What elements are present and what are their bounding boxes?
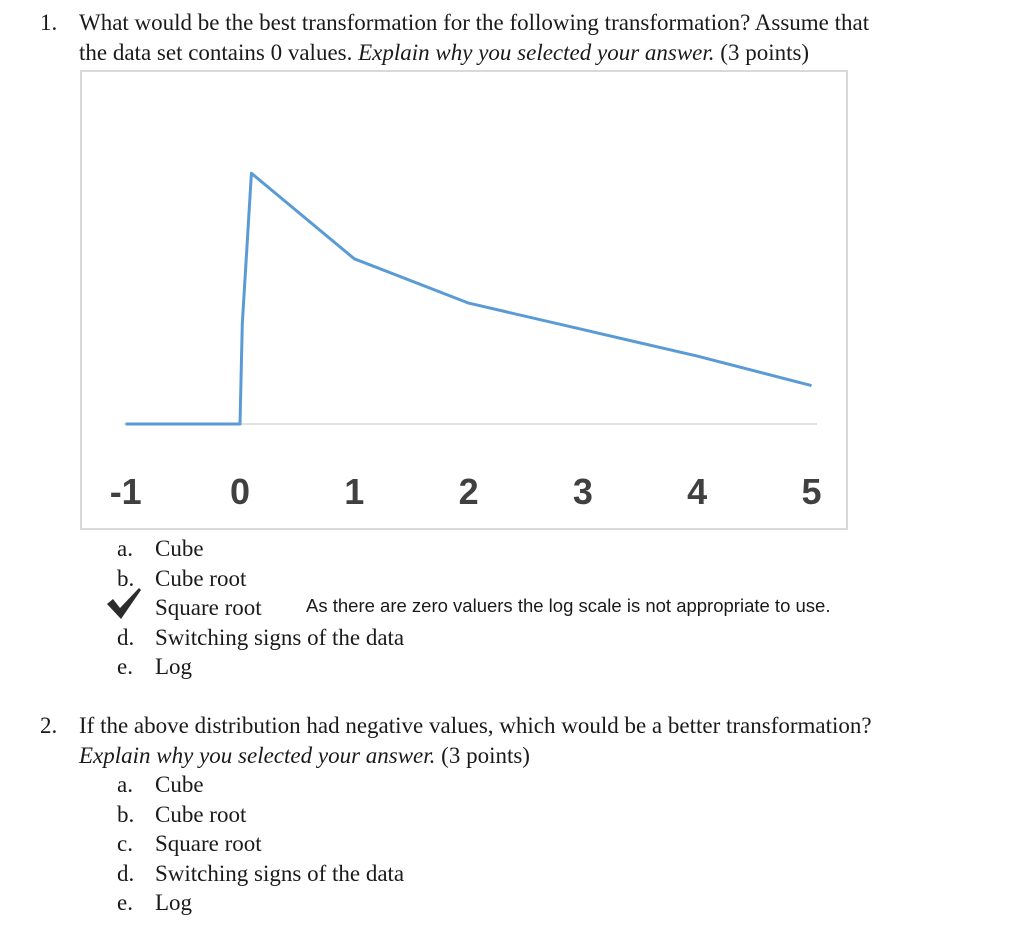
points-label: (3 points) [435,743,530,768]
option-letter: b. [117,565,135,591]
option-text: Switching signs of the data [155,860,405,886]
x-tick-label: 2 [458,471,479,512]
question-line-2-text: the data set contains 0 values. [79,40,359,65]
option-letter: e. [117,890,133,916]
option-text: Square root [155,831,262,857]
question-line-1: If the above distribution had negative values, which would be a better transformation? [79,713,872,738]
option-letter: a. [117,536,133,561]
x-tick-label: 0 [229,471,251,512]
option-text: Cube root [155,565,247,591]
question-number: 2. [40,713,58,738]
answer-note: As there are zero valuers the log scale is not appropriate to use. [306,595,831,616]
option-text: Log [155,890,193,916]
option-letter: e. [117,654,133,680]
points-label: (3 points) [714,40,810,65]
option-text: Switching signs of the data [155,624,405,650]
option-letter: c. [117,831,133,857]
option-letter: b. [117,801,135,827]
x-tick-label: 3 [572,471,593,512]
question-number: 1. [40,10,58,35]
x-tick-label: 1 [344,471,365,512]
explain-prompt: Explain why you selected your answer. [79,743,436,768]
option-letter: d. [117,860,135,886]
option-text: Cube [155,772,204,797]
option-text: Cube root [155,801,247,827]
option-text: Square root [155,595,262,621]
x-tick-label: 5 [801,471,822,512]
x-tick-label: -1 [109,471,142,512]
question-text [79,8,869,68]
question-line-2 [79,741,872,771]
question-line-2 [79,38,869,68]
explain-prompt: Explain why you selected your answer. [358,40,715,65]
distribution-chart [80,70,848,530]
option-letter: d. [117,624,135,650]
question-text [79,711,872,771]
checkmark-icon [105,586,143,620]
x-tick-label: 4 [687,471,708,512]
question-line-1: What would be the best transformation for the following transformation? Assume that [79,10,870,35]
chart-svg [82,72,850,532]
option-letter: a. [117,772,133,797]
option-text: Cube [155,536,204,561]
series-line-1 [126,173,812,424]
option-text: Log [155,654,193,680]
